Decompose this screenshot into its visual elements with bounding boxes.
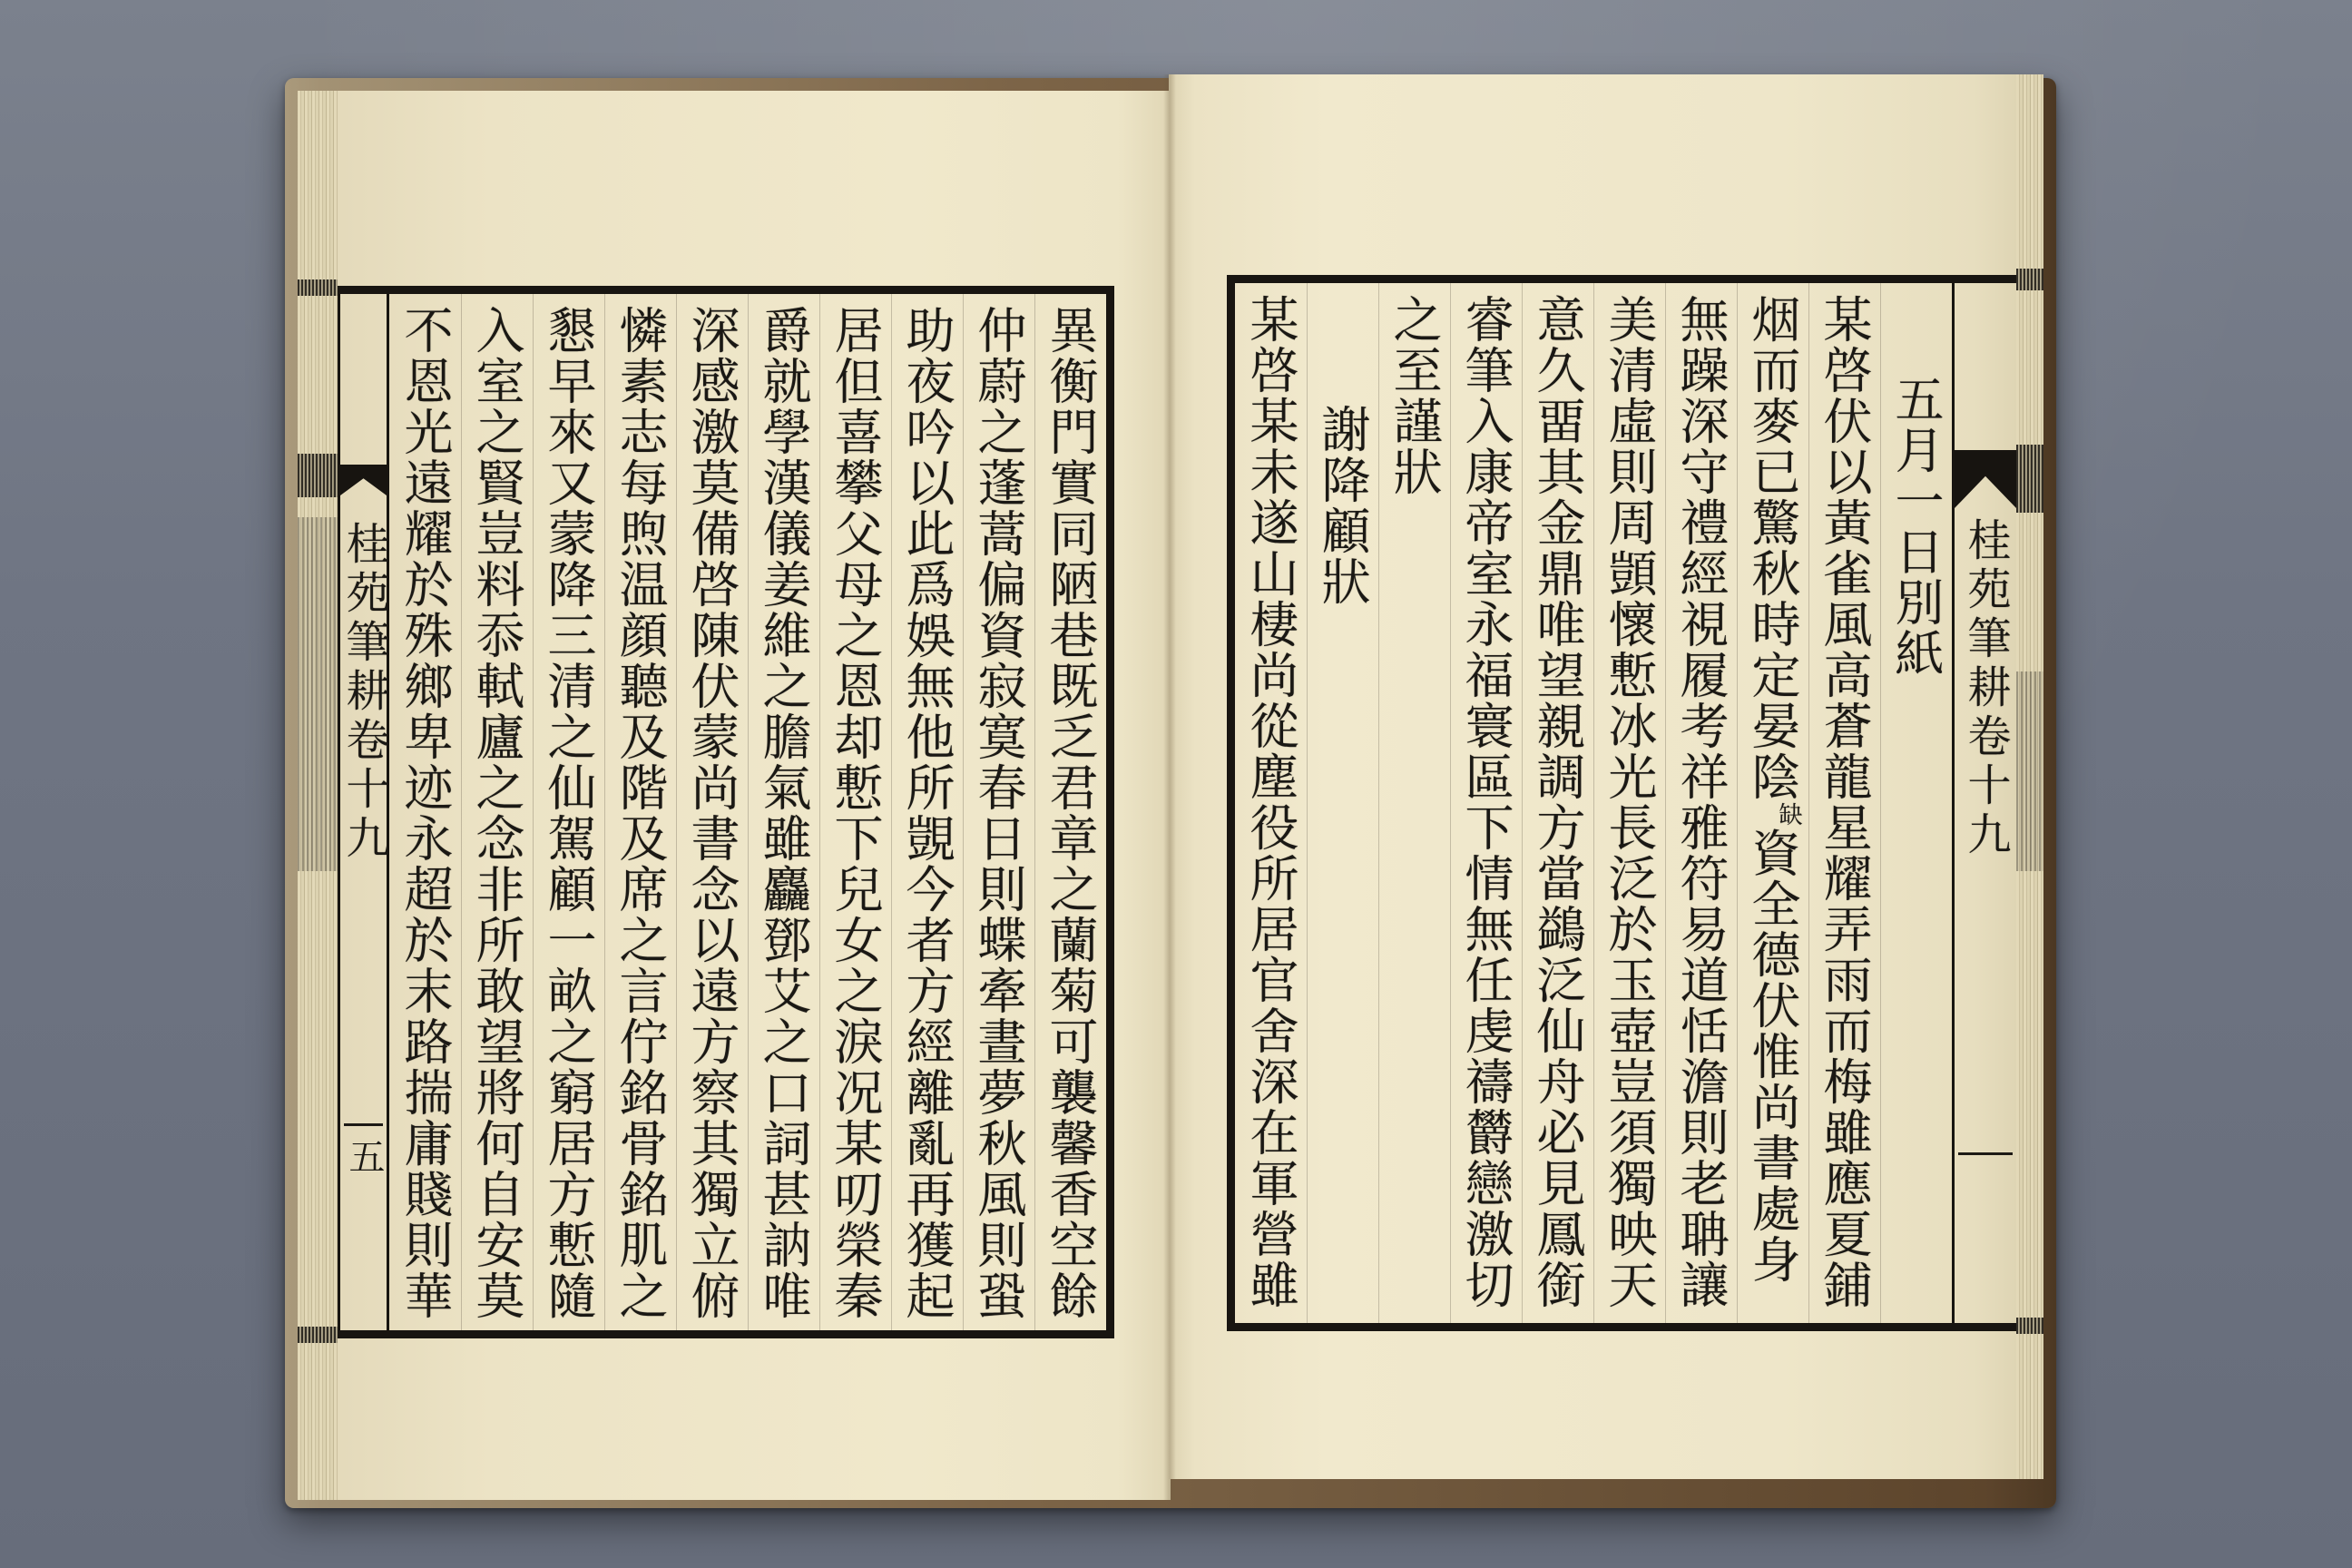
leaf-edge-ink-band [298, 454, 338, 497]
leaf-edge-ink-band [298, 279, 338, 296]
text-column-heading: 五月一日別紙 [1880, 283, 1952, 1323]
text-column: 居但喜攀父母之恩却慙下兒女之淚况某叨榮秦 [819, 294, 891, 1330]
text-column: 仲蔚之蓬蒿偏資寂寞春日則蝶牽晝夢秋風則蛩 [963, 294, 1034, 1330]
text-column: 深感激莫備啓陳伏蒙尚書念以遠方察其獨立俯 [676, 294, 748, 1330]
book-gutter [1163, 74, 1176, 1500]
right-page [1169, 74, 2043, 1479]
text-column: 爵就學漢儀姜維之膽氣雖麤鄧艾之口詞甚訥唯 [748, 294, 819, 1330]
left-page-frame [338, 286, 1114, 1338]
left-page [298, 91, 1171, 1500]
text-column: 異衡門實同陋巷既乏君章之蘭菊可襲馨香空餘 [1034, 294, 1106, 1330]
text-column: 某啓某未遂山棲尚從塵役所居官舍深在軍營雖 [1242, 294, 1299, 1310]
leaf-edge-ink-band [2016, 671, 2043, 871]
text-column [1737, 283, 1808, 1323]
leaf-edge-ink-band [2016, 445, 2043, 513]
text-segment: 烟而麥已驚秋時定晏陰 [1744, 294, 1801, 802]
margin-rule [1958, 1152, 2013, 1155]
text-column: 之至謹狀 [1378, 283, 1450, 1323]
lacuna-note: 缺 [1775, 802, 1802, 828]
text-column: 美清虛則周顗懷慙冰光長泛於玉壺豈須獨映天 [1593, 283, 1665, 1323]
text-column: 助夜吟以此爲娛無他所覬今者方經離亂再獲起 [891, 294, 963, 1330]
right-leaf-edges [2016, 74, 2043, 1479]
right-page-text [1235, 283, 1952, 1323]
text-column: 睿筆入康帝室永福寰區下情無任虔禱欝戀激切 [1450, 283, 1522, 1323]
text-column: 無躁深守禮經視履考祥雅符易道恬澹則老聃讓 [1665, 283, 1737, 1323]
margin-title: 桂苑筆耕卷十九 [1960, 517, 2011, 860]
text-column: 憐素志每煦温顔聽及階及席之言佇銘骨銘肌之 [604, 294, 676, 1330]
text-column-heading: 謝降顧狀 [1307, 283, 1378, 1323]
text-column: 意久畱其金鼎唯望親調方當鷁泛仙舟必見鳳銜 [1522, 283, 1593, 1323]
margin-title: 桂苑筆耕卷十九 [338, 521, 389, 864]
text-column: 不恩光遠耀於殊鄉卑迹永超於末路揣庸賤則華 [397, 305, 454, 1321]
left-leaf-edges [298, 91, 338, 1500]
left-page-text [389, 294, 1106, 1330]
leaf-edge-ink-band [298, 517, 338, 871]
right-page-center-margin [1952, 283, 2016, 1323]
leaf-edge-ink-band [2016, 269, 2043, 290]
text-column: 某啓伏以黃雀風高蒼龍星耀弄雨而梅雖應夏鋪 [1808, 283, 1880, 1323]
fishtail-mark [340, 465, 387, 495]
right-page-frame [1227, 275, 2016, 1331]
text-column: 懇早來又蒙降三清之仙駕顧一畝之窮居方慙隨 [533, 294, 604, 1330]
fishtail-mark [1955, 450, 2016, 508]
margin-rule [344, 1123, 383, 1126]
leaf-edge-ink-band [2016, 1318, 2043, 1334]
left-page-center-margin [340, 294, 389, 1330]
page-number: 五 [343, 1138, 385, 1174]
text-segment: 資全德伏惟尚書處身 [1744, 828, 1801, 1285]
leaf-edge-ink-band [298, 1327, 338, 1343]
text-column: 入室之賢豈料忝軾廬之念非所敢望將何自安莫 [461, 294, 533, 1330]
